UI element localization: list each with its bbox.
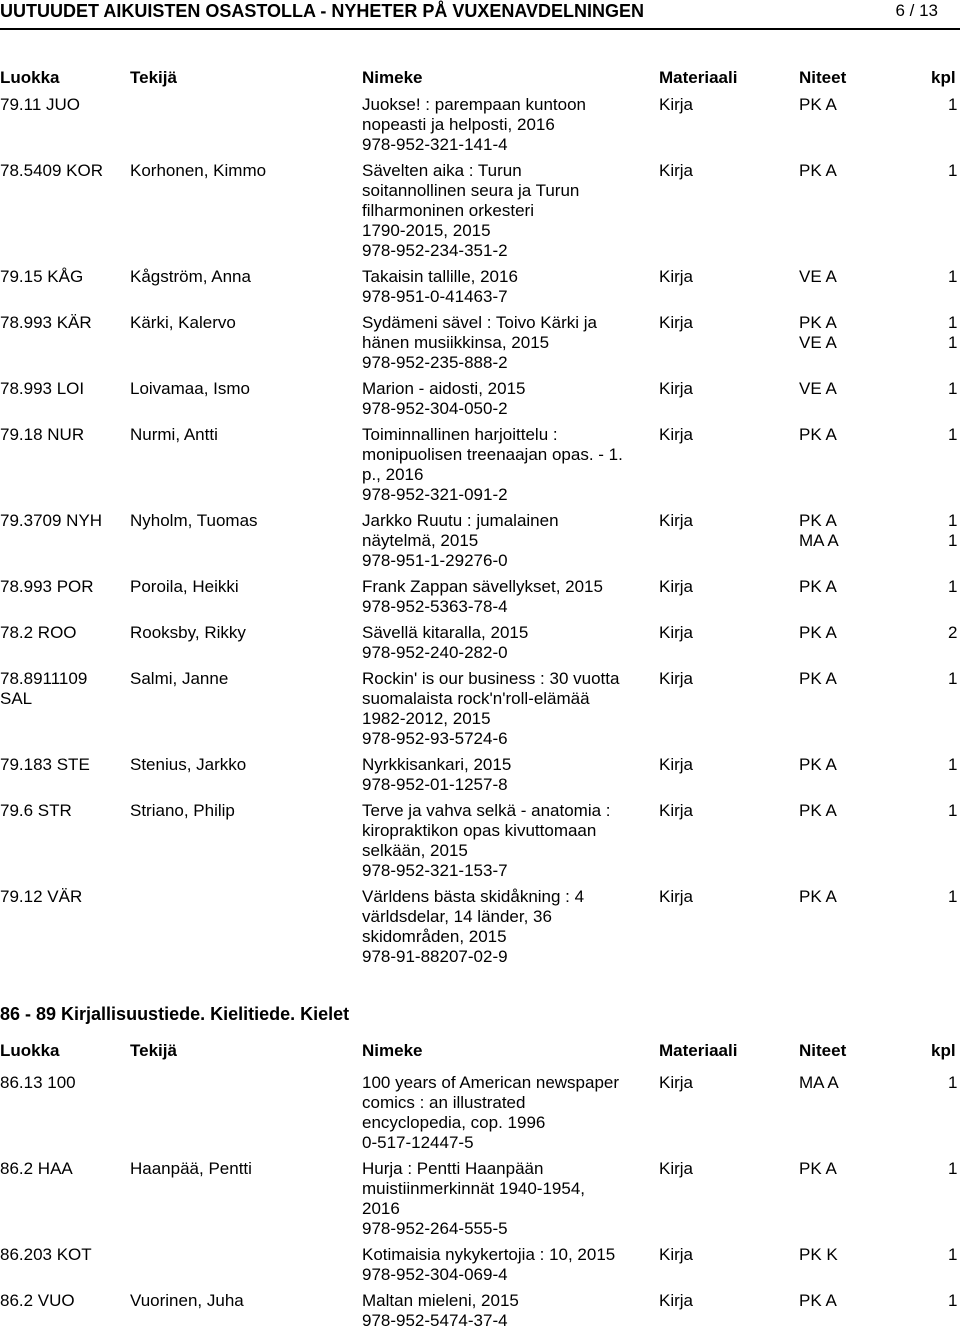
entry-luokka bbox=[0, 669, 125, 709]
entry-materiaali: Kirja bbox=[659, 1159, 694, 1178]
entry-niteet-line: MA A bbox=[799, 531, 839, 550]
entry-nimeke-line: 978-952-240-282-0 bbox=[362, 643, 508, 662]
entry-luokka-line: 86.203 KOT bbox=[0, 1245, 92, 1264]
entry-niteet-line: MA A bbox=[799, 1073, 839, 1092]
entry-nimeke-line: 100 years of American newspaper bbox=[362, 1073, 620, 1092]
entry-materiaali: Kirja bbox=[659, 1291, 694, 1310]
entry-niteet-line: PK A bbox=[799, 1159, 837, 1178]
entry-nimeke bbox=[362, 1291, 644, 1331]
entry-kpl-line: 1 bbox=[948, 425, 958, 444]
entry-tekija: Vuorinen, Juha bbox=[130, 1291, 244, 1310]
entry-nimeke-line: filharmoninen orkesteri bbox=[362, 201, 534, 220]
entry-nimeke-line: 978-952-235-888-2 bbox=[362, 353, 508, 372]
entry-nimeke bbox=[362, 801, 644, 881]
entry-kpl-line: 1 bbox=[948, 1073, 958, 1092]
col-materiaali: Materiaali bbox=[659, 1041, 738, 1060]
entry-niteet bbox=[799, 511, 839, 551]
entry-luokka-line: 78.8911109 bbox=[0, 669, 88, 688]
entry-niteet bbox=[799, 1073, 839, 1093]
entry-luokka-line: 78.5409 KOR bbox=[0, 161, 104, 180]
entry-nimeke-line: skidområden, 2015 bbox=[362, 927, 507, 946]
entry-luokka bbox=[0, 887, 125, 907]
entry-niteet bbox=[799, 313, 837, 353]
entry-niteet bbox=[799, 801, 837, 821]
entry-kpl bbox=[948, 577, 957, 597]
entry-tekija: Stenius, Jarkko bbox=[130, 755, 247, 774]
entry-luokka bbox=[0, 313, 125, 333]
entry-nimeke bbox=[362, 887, 644, 967]
table-row bbox=[0, 1073, 960, 1153]
entry-niteet bbox=[799, 669, 837, 689]
entry-niteet bbox=[799, 95, 837, 115]
entry-kpl bbox=[948, 511, 957, 551]
col-luokka: Luokka bbox=[0, 68, 60, 87]
entry-niteet-line: PK A bbox=[799, 511, 837, 530]
entry-nimeke-line: Rockin' is our business : 30 vuotta bbox=[362, 669, 620, 688]
entry-niteet bbox=[799, 623, 837, 643]
entry-niteet-line: PK A bbox=[799, 1291, 837, 1310]
entry-nimeke bbox=[362, 1245, 644, 1285]
entry-luokka-line: 78.2 ROO bbox=[0, 623, 77, 642]
entry-kpl-line: 1 bbox=[948, 95, 958, 114]
entry-nimeke-line: suomalaista rock'n'roll-elämää bbox=[362, 689, 590, 708]
entry-materiaali: Kirja bbox=[659, 669, 694, 688]
entry-nimeke-line: 978-952-304-050-2 bbox=[362, 399, 508, 418]
col-niteet: Niteet bbox=[799, 1041, 847, 1060]
table-row bbox=[0, 95, 960, 155]
entry-nimeke-line: 978-952-01-1257-8 bbox=[362, 775, 508, 794]
table-row bbox=[0, 623, 960, 663]
table-row bbox=[0, 887, 960, 967]
entry-kpl bbox=[948, 161, 957, 181]
entry-list-1 bbox=[0, 95, 960, 973]
entry-nimeke bbox=[362, 379, 644, 419]
entry-niteet bbox=[799, 379, 837, 399]
entry-kpl-line: 1 bbox=[948, 333, 958, 352]
entry-luokka bbox=[0, 1073, 125, 1093]
entry-nimeke-line: muistiinmerkinnät 1940-1954, bbox=[362, 1179, 586, 1198]
entry-niteet bbox=[799, 267, 837, 287]
entry-niteet-line: PK A bbox=[799, 801, 837, 820]
entry-materiaali: Kirja bbox=[659, 313, 694, 332]
entry-nimeke bbox=[362, 161, 644, 261]
table-row bbox=[0, 1159, 960, 1239]
entry-nimeke bbox=[362, 577, 644, 617]
entry-nimeke-line: kiropraktikon opas kivuttomaan bbox=[362, 821, 597, 840]
entry-kpl-line: 1 bbox=[948, 1291, 958, 1310]
entry-nimeke bbox=[362, 511, 644, 571]
entry-kpl bbox=[948, 425, 957, 445]
entry-kpl-line: 1 bbox=[948, 511, 958, 530]
entry-nimeke-line: 978-952-5363-78-4 bbox=[362, 597, 508, 616]
entry-nimeke-line: selkään, 2015 bbox=[362, 841, 468, 860]
table-row bbox=[0, 801, 960, 881]
entry-niteet-line: VE A bbox=[799, 267, 837, 286]
entry-nimeke-line: 978-952-5474-37-4 bbox=[362, 1311, 508, 1330]
entry-luokka-line: 79.11 JUO bbox=[0, 95, 81, 114]
page-title: UUTUUDET AIKUISTEN OSASTOLLA - NYHETER PÅ VUXENAVDELNINGEN bbox=[0, 1, 645, 21]
entry-tekija: Loivamaa, Ismo bbox=[130, 379, 250, 398]
entry-nimeke bbox=[362, 1159, 644, 1239]
entry-tekija: Salmi, Janne bbox=[130, 669, 229, 688]
entry-luokka bbox=[0, 95, 125, 115]
entry-nimeke-line: 978-951-0-41463-7 bbox=[362, 287, 508, 306]
col-tekija: Tekijä bbox=[130, 1041, 177, 1060]
entry-materiaali: Kirja bbox=[659, 379, 694, 398]
entry-nimeke-line: Toiminnallinen harjoittelu : bbox=[362, 425, 558, 444]
entry-nimeke-line: Maltan mieleni, 2015 bbox=[362, 1291, 519, 1310]
entry-niteet-line: PK A bbox=[799, 887, 837, 906]
entry-luokka bbox=[0, 379, 125, 399]
entry-nimeke-line: 1790-2015, 2015 bbox=[362, 221, 491, 240]
entry-kpl-line: 1 bbox=[948, 313, 958, 332]
entry-kpl bbox=[948, 1245, 957, 1265]
entry-luokka-line: 86.13 100 bbox=[0, 1073, 76, 1092]
entry-nimeke-line: Världens bästa skidåkning : 4 bbox=[362, 887, 585, 906]
entry-luokka-line: 78.993 KÄR bbox=[0, 313, 92, 332]
entry-nimeke-line: 978-952-234-351-2 bbox=[362, 241, 508, 260]
entry-niteet-line: PK A bbox=[799, 313, 837, 332]
entry-niteet bbox=[799, 755, 837, 775]
entry-nimeke bbox=[362, 623, 644, 663]
table-row bbox=[0, 669, 960, 749]
entry-nimeke-line: nopeasti ja helposti, 2016 bbox=[362, 115, 555, 134]
entry-luokka bbox=[0, 425, 125, 445]
table-row bbox=[0, 425, 960, 505]
entry-nimeke-line: Nyrkkisankari, 2015 bbox=[362, 755, 512, 774]
entry-nimeke-line: 978-952-321-141-4 bbox=[362, 135, 508, 154]
entry-nimeke-line: Sydämeni sävel : Toivo Kärki ja bbox=[362, 313, 597, 332]
entry-luokka-line: 86.2 VUO bbox=[0, 1291, 75, 1310]
col-kpl: kpl bbox=[931, 1041, 956, 1060]
col-luokka: Luokka bbox=[0, 1041, 60, 1060]
entry-niteet-line: PK A bbox=[799, 161, 837, 180]
entry-nimeke bbox=[362, 313, 644, 373]
entry-nimeke-line: världsdelar, 14 länder, 36 bbox=[362, 907, 552, 926]
entry-luokka bbox=[0, 801, 125, 821]
entry-kpl bbox=[948, 1291, 957, 1311]
entry-niteet bbox=[799, 161, 837, 181]
table-row bbox=[0, 755, 960, 795]
entry-materiaali: Kirja bbox=[659, 95, 694, 114]
entry-materiaali: Kirja bbox=[659, 623, 694, 642]
entry-nimeke bbox=[362, 755, 644, 795]
entry-nimeke-line: Frank Zappan sävellykset, 2015 bbox=[362, 577, 603, 596]
entry-materiaali: Kirja bbox=[659, 801, 694, 820]
col-nimeke: Nimeke bbox=[362, 1041, 423, 1060]
entry-list-2 bbox=[0, 1073, 960, 1337]
entry-nimeke-line: näytelmä, 2015 bbox=[362, 531, 479, 550]
entry-nimeke-line: monipuolisen treenaajan opas. - 1. bbox=[362, 445, 623, 464]
entry-kpl bbox=[948, 801, 957, 821]
entry-kpl bbox=[948, 1159, 957, 1179]
page-number: 6 / 13 bbox=[895, 1, 938, 20]
entry-niteet-line: PK K bbox=[799, 1245, 838, 1264]
entry-kpl bbox=[948, 887, 957, 907]
entry-kpl bbox=[948, 755, 957, 775]
entry-niteet-line: PK A bbox=[799, 95, 837, 114]
entry-niteet-line: PK A bbox=[799, 577, 837, 596]
entry-nimeke bbox=[362, 425, 644, 505]
entry-niteet-line: PK A bbox=[799, 755, 837, 774]
entry-nimeke-line: 978-952-321-153-7 bbox=[362, 861, 508, 880]
entry-nimeke-line: Terve ja vahva selkä - anatomia : bbox=[362, 801, 611, 820]
entry-luokka-line: 79.15 KÅG bbox=[0, 267, 84, 286]
entry-niteet bbox=[799, 887, 837, 907]
entry-kpl-line: 1 bbox=[948, 161, 958, 180]
entry-materiaali: Kirja bbox=[659, 161, 694, 180]
entry-materiaali: Kirja bbox=[659, 425, 694, 444]
entry-kpl-line: 1 bbox=[948, 267, 958, 286]
table-row bbox=[0, 1245, 960, 1285]
entry-nimeke-line: Sävelten aika : Turun bbox=[362, 161, 522, 180]
entry-kpl bbox=[948, 1073, 957, 1093]
entry-tekija: Rooksby, Rikky bbox=[130, 623, 246, 642]
entry-tekija: Poroila, Heikki bbox=[130, 577, 239, 596]
column-headers-2 bbox=[0, 1040, 960, 1062]
col-niteet: Niteet bbox=[799, 68, 847, 87]
entry-niteet bbox=[799, 577, 837, 597]
entry-kpl-line: 1 bbox=[948, 801, 958, 820]
entry-luokka-line: 79.183 STE bbox=[0, 755, 90, 774]
entry-luokka-line: 78.993 LOI bbox=[0, 379, 85, 398]
entry-kpl-line: 1 bbox=[948, 755, 958, 774]
entry-nimeke-line: comics : an illustrated bbox=[362, 1093, 526, 1112]
entry-luokka bbox=[0, 161, 125, 181]
entry-luokka bbox=[0, 267, 125, 287]
entry-luokka-line: 79.6 STR bbox=[0, 801, 72, 820]
entry-nimeke bbox=[362, 95, 644, 155]
entry-luokka bbox=[0, 1291, 125, 1311]
entry-luokka bbox=[0, 577, 125, 597]
col-kpl: kpl bbox=[931, 68, 956, 87]
column-headers-1 bbox=[0, 67, 960, 89]
entry-tekija: Nurmi, Antti bbox=[130, 425, 218, 444]
entry-kpl bbox=[948, 623, 957, 643]
entry-nimeke-line: 978-952-264-555-5 bbox=[362, 1219, 508, 1238]
entry-nimeke-line: p., 2016 bbox=[362, 465, 424, 484]
page-header bbox=[0, 0, 960, 22]
entry-kpl bbox=[948, 669, 957, 689]
entry-tekija: Nyholm, Tuomas bbox=[130, 511, 258, 530]
entry-luokka bbox=[0, 623, 125, 643]
header-divider bbox=[0, 28, 960, 30]
entry-nimeke-line: 0-517-12447-5 bbox=[362, 1133, 474, 1152]
entry-nimeke-line: encyclopedia, cop. 1996 bbox=[362, 1113, 546, 1132]
entry-nimeke bbox=[362, 1073, 644, 1153]
entry-nimeke-line: 978-952-93-5724-6 bbox=[362, 729, 508, 748]
entry-nimeke-line: 1982-2012, 2015 bbox=[362, 709, 491, 728]
entry-nimeke-line: hänen musiikkinsa, 2015 bbox=[362, 333, 550, 352]
entry-materiaali: Kirja bbox=[659, 755, 694, 774]
entry-niteet bbox=[799, 425, 837, 445]
col-materiaali: Materiaali bbox=[659, 68, 738, 87]
entry-kpl-line: 1 bbox=[948, 379, 958, 398]
entry-nimeke-line: Takaisin tallille, 2016 bbox=[362, 267, 518, 286]
entry-materiaali: Kirja bbox=[659, 1073, 694, 1092]
entry-luokka-line: 86.2 HAA bbox=[0, 1159, 73, 1178]
section-title: 86 - 89 Kirjallisuustiede. Kielitiede. Kielet bbox=[0, 1004, 350, 1024]
entry-nimeke bbox=[362, 267, 644, 307]
entry-tekija: Korhonen, Kimmo bbox=[130, 161, 267, 180]
entry-kpl bbox=[948, 95, 957, 115]
entry-luokka bbox=[0, 755, 125, 775]
table-row bbox=[0, 1291, 960, 1331]
entry-tekija: Striano, Philip bbox=[130, 801, 235, 820]
entry-kpl-line: 1 bbox=[948, 669, 958, 688]
entry-nimeke-line: 2016 bbox=[362, 1199, 400, 1218]
entry-nimeke-line: Hurja : Pentti Haanpään bbox=[362, 1159, 544, 1178]
entry-niteet-line: VE A bbox=[799, 379, 837, 398]
entry-nimeke-line: 978-952-304-069-4 bbox=[362, 1265, 508, 1284]
entry-luokka-line: SAL bbox=[0, 689, 33, 708]
entry-kpl-line: 2 bbox=[948, 623, 958, 642]
table-row bbox=[0, 161, 960, 261]
table-row bbox=[0, 511, 960, 571]
entry-niteet-line: PK A bbox=[799, 623, 837, 642]
entry-kpl bbox=[948, 267, 957, 287]
entry-tekija: Haanpää, Pentti bbox=[130, 1159, 252, 1178]
entry-kpl-line: 1 bbox=[948, 577, 958, 596]
entry-tekija: Kågström, Anna bbox=[130, 267, 251, 286]
entry-materiaali: Kirja bbox=[659, 511, 694, 530]
table-row bbox=[0, 577, 960, 617]
entry-niteet-line: PK A bbox=[799, 425, 837, 444]
entry-niteet-line: PK A bbox=[799, 669, 837, 688]
entry-niteet bbox=[799, 1159, 837, 1179]
entry-kpl-line: 1 bbox=[948, 887, 958, 906]
entry-nimeke-line: 978-91-88207-02-9 bbox=[362, 947, 508, 966]
entry-luokka bbox=[0, 511, 125, 531]
entry-materiaali: Kirja bbox=[659, 1245, 694, 1264]
entry-nimeke bbox=[362, 669, 644, 749]
entry-materiaali: Kirja bbox=[659, 887, 694, 906]
col-tekija: Tekijä bbox=[130, 68, 177, 87]
entry-luokka bbox=[0, 1159, 125, 1179]
entry-materiaali: Kirja bbox=[659, 267, 694, 286]
entry-niteet bbox=[799, 1291, 837, 1311]
entry-luokka bbox=[0, 1245, 125, 1265]
entry-kpl bbox=[948, 379, 957, 399]
table-row bbox=[0, 313, 960, 373]
entry-nimeke-line: Marion - aidosti, 2015 bbox=[362, 379, 526, 398]
entry-nimeke-line: Jarkko Ruutu : jumalainen bbox=[362, 511, 559, 530]
entry-tekija: Kärki, Kalervo bbox=[130, 313, 236, 332]
entry-nimeke-line: Kotimaisia nykykertojia : 10, 2015 bbox=[362, 1245, 616, 1264]
table-row bbox=[0, 379, 960, 419]
entry-niteet bbox=[799, 1245, 838, 1265]
table-row bbox=[0, 267, 960, 307]
entry-luokka-line: 79.12 VÄR bbox=[0, 887, 83, 906]
entry-luokka-line: 79.3709 NYH bbox=[0, 511, 103, 530]
entry-kpl-line: 1 bbox=[948, 1159, 958, 1178]
entry-luokka-line: 79.18 NUR bbox=[0, 425, 85, 444]
entry-nimeke-line: Juokse! : parempaan kuntoon bbox=[362, 95, 586, 114]
entry-materiaali: Kirja bbox=[659, 577, 694, 596]
entry-kpl-line: 1 bbox=[948, 531, 958, 550]
entry-nimeke-line: 978-951-1-29276-0 bbox=[362, 551, 508, 570]
entry-nimeke-line: soitannollinen seura ja Turun bbox=[362, 181, 580, 200]
entry-niteet-line: VE A bbox=[799, 333, 837, 352]
entry-nimeke-line: Sävellä kitaralla, 2015 bbox=[362, 623, 529, 642]
entry-luokka-line: 78.993 POR bbox=[0, 577, 94, 596]
entry-nimeke-line: 978-952-321-091-2 bbox=[362, 485, 508, 504]
entry-kpl-line: 1 bbox=[948, 1245, 958, 1264]
entry-kpl bbox=[948, 313, 957, 353]
col-nimeke: Nimeke bbox=[362, 68, 423, 87]
